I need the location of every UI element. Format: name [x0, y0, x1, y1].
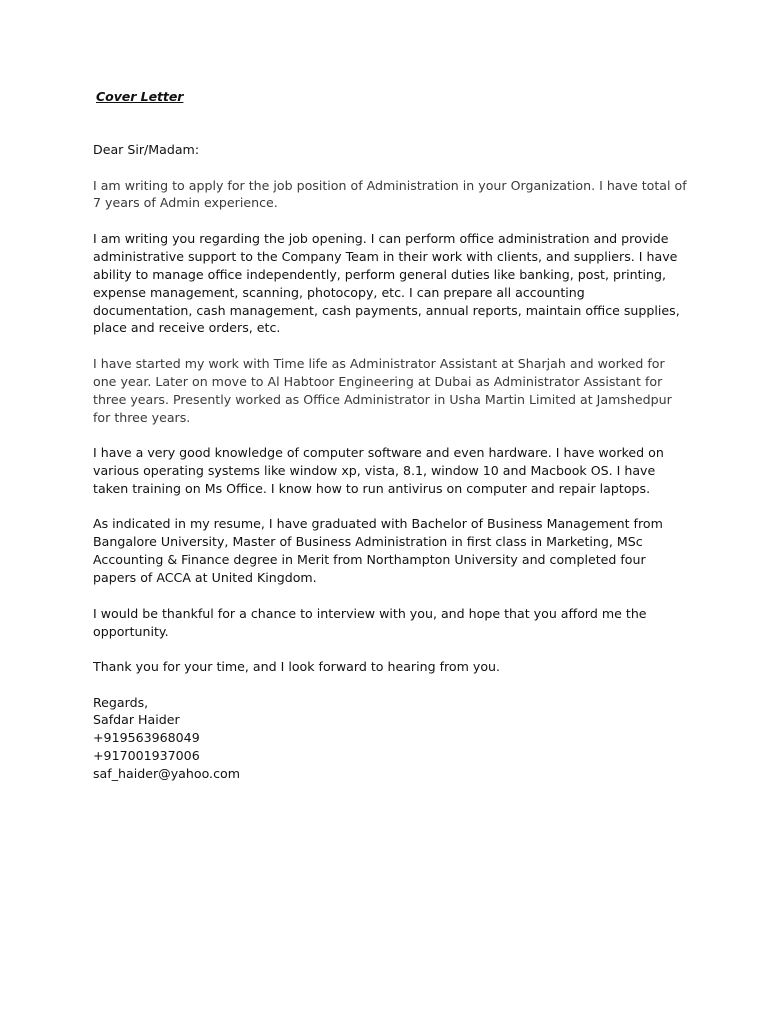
- signature-block: [93, 694, 688, 783]
- paragraph-experience: I have started my work with Time life as Administrator Assistant at Sharjah and worked for one year. Later on move to Al Habtoor Engineering at Dubai as Administrator Assistant for three years. Presently worked as Office Administrator in Usha Martin Limited at Jamshedpur for three years.: [93, 355, 672, 425]
- letter-title: Cover Letter: [96, 89, 184, 104]
- paragraph-interview-request: I would be thankful for a chance to interview with you, and hope that you afford me the opportunity.: [93, 605, 647, 639]
- paragraph-duties: I am writing you regarding the job opening. I can perform office administration and provide administrative support to the Company Team in their work with clients, and suppliers. I have ability to manage office independently, perform general duties like banking, post, printing, expense management, scanning, photocopy, etc. I can prepare all accounting documentation, cash management, cash payments, annual reports, maintain office supplies, place and receive orders, etc.: [93, 230, 680, 336]
- closing: Regards,: [93, 694, 149, 710]
- phone-number-2: +917001937006: [93, 748, 200, 764]
- paragraph-intro: I am writing to apply for the job position of Administration in your Organization. I have total of 7 years of Admin experience.: [93, 177, 687, 211]
- phone-number-1: +919563968049: [93, 730, 200, 746]
- email-address: saf_haider@yahoo.com: [93, 766, 240, 782]
- paragraph-thank-you: Thank you for your time, and I look forward to hearing from you.: [93, 659, 501, 675]
- salutation: Dear Sir/Madam:: [93, 142, 200, 157]
- signer-name: Safdar Haider: [93, 712, 180, 728]
- paragraph-education: As indicated in my resume, I have graduated with Bachelor of Business Management from Bangalore University, Master of Business Administration in first class in Marketing, MSc Accounting & Finance degree in Merit from Northampton University and completed four papers of ACCA at United Kingdom.: [93, 516, 663, 586]
- paragraph-technical-skills: I have a very good knowledge of computer software and even hardware. I have worked on various operating systems like window xp, vista, 8.1, window 10 and Macbook OS. I have taken training on Ms Office. I know how to run antivirus on computer and repair laptops.: [93, 445, 664, 496]
